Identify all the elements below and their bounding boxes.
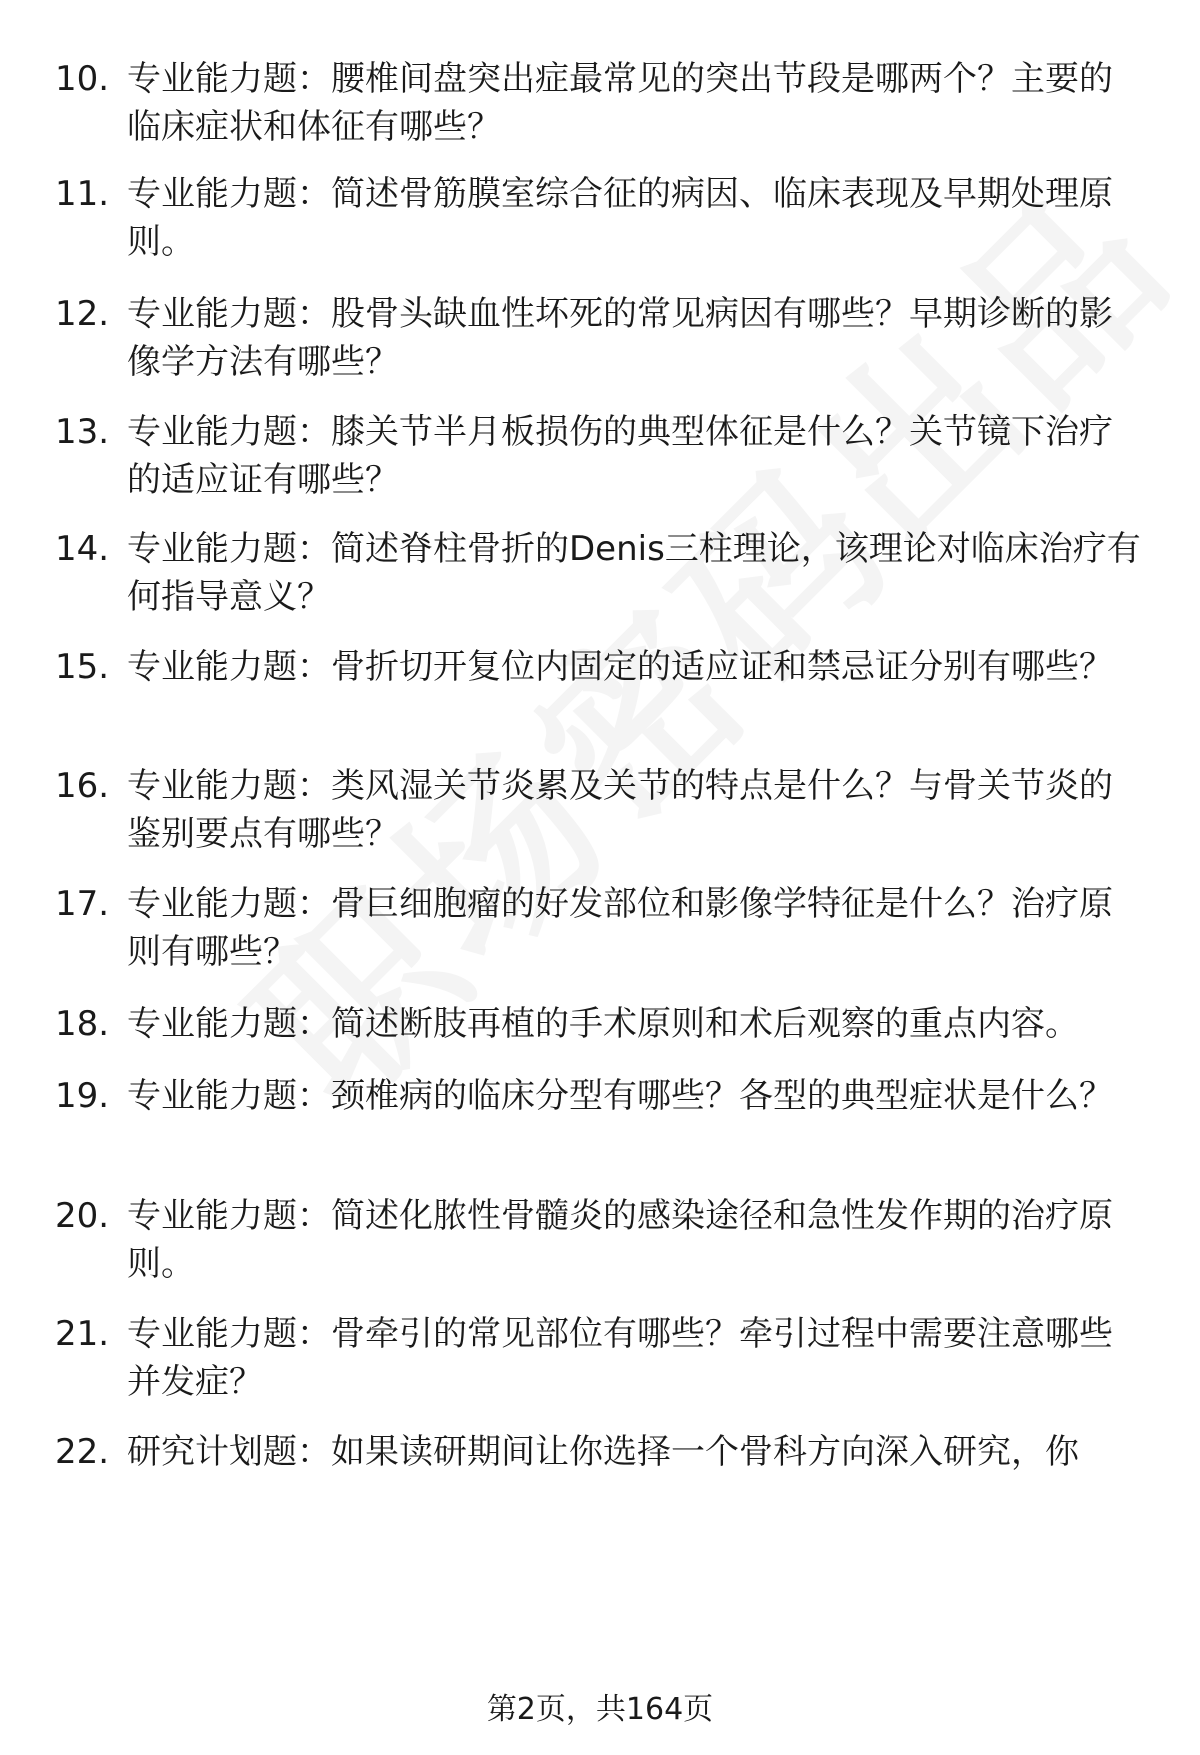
page-footer: 第2页，共164页 — [486, 1692, 714, 1727]
question-number: 16. — [55, 766, 110, 806]
question-text: 专业能力题：简述骨筋膜室综合征的病因、临床表现及早期处理原则。 — [127, 174, 1113, 262]
question-text: 专业能力题：简述脊柱骨折的Denis三柱理论，该理论对临床治疗有何指导意义？ — [127, 529, 1141, 617]
question-number: 10. — [55, 59, 110, 99]
question-number: 13. — [55, 412, 110, 452]
question-text: 专业能力题：骨巨细胞瘤的好发部位和影像学特征是什么？治疗原则有哪些？ — [127, 884, 1113, 972]
question-number: 17. — [55, 884, 110, 924]
question-number: 12. — [55, 294, 110, 334]
question-number: 18. — [55, 1004, 110, 1044]
question-text: 专业能力题：简述断肢再植的手术原则和术后观察的重点内容。 — [127, 1004, 1079, 1044]
question-number: 11. — [55, 174, 110, 214]
question-number: 14. — [55, 529, 110, 569]
question-text: 专业能力题：骨牵引的常见部位有哪些？牵引过程中需要注意哪些并发症？ — [127, 1314, 1113, 1402]
question-text: 研究计划题：如果读研期间让你选择一个骨科方向深入研究，你 — [127, 1432, 1079, 1472]
question-text: 专业能力题：简述化脓性骨髓炎的感染途径和急性发作期的治疗原则。 — [127, 1196, 1113, 1284]
question-number: 20. — [55, 1196, 110, 1236]
question-text: 专业能力题：颈椎病的临床分型有哪些？各型的典型症状是什么？ — [127, 1076, 1113, 1116]
question-text: 专业能力题：类风湿关节炎累及关节的特点是什么？与骨关节炎的鉴别要点有哪些？ — [127, 766, 1113, 854]
question-number: 22. — [55, 1432, 110, 1472]
question-text: 专业能力题：腰椎间盘突出症最常见的突出节段是哪两个？主要的临床症状和体征有哪些？ — [127, 59, 1113, 147]
question-text: 专业能力题：股骨头缺血性坏死的常见病因有哪些？早期诊断的影像学方法有哪些？ — [127, 294, 1113, 382]
question-number: 19. — [55, 1076, 110, 1116]
question-text: 专业能力题：膝关节半月板损伤的典型体征是什么？关节镜下治疗的适应证有哪些？ — [127, 412, 1113, 500]
question-number: 15. — [55, 647, 110, 687]
question-number: 21. — [55, 1314, 110, 1354]
question-text: 专业能力题：骨折切开复位内固定的适应证和禁忌证分别有哪些？ — [127, 647, 1113, 687]
